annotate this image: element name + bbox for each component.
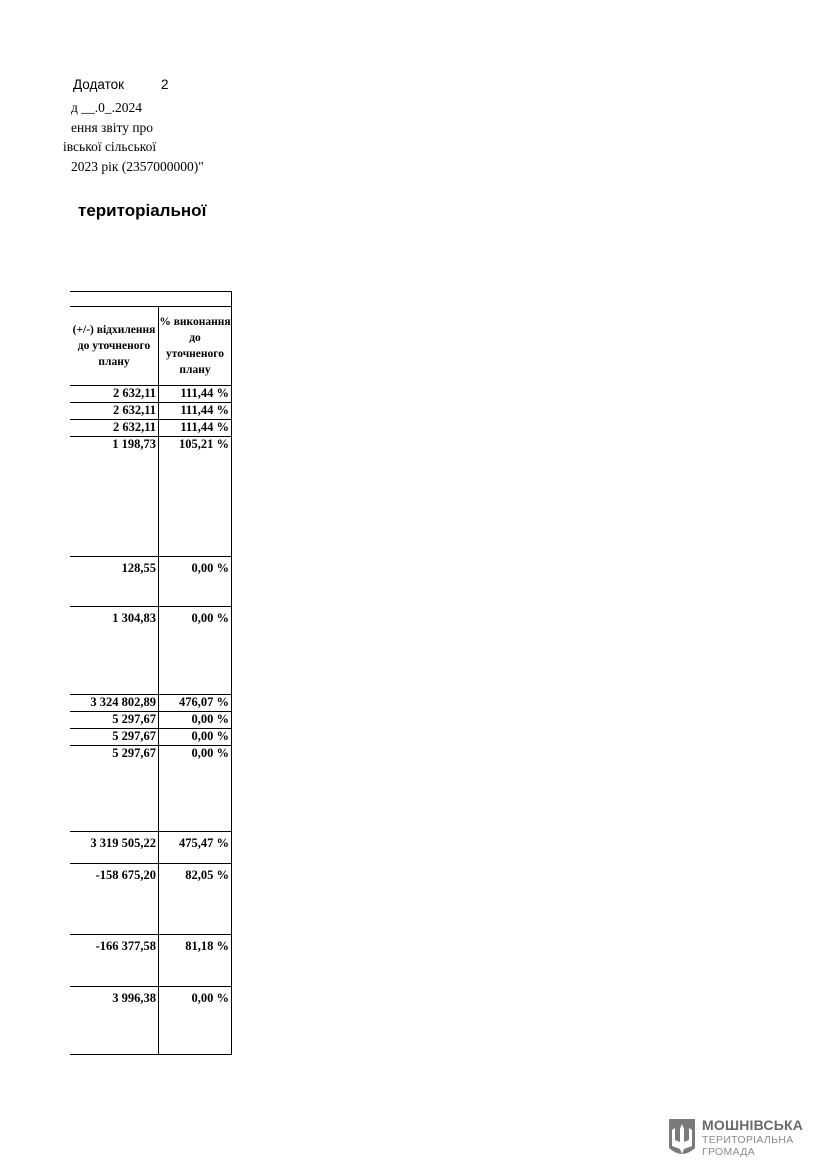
table-row xyxy=(70,729,232,746)
cell-deviation: 1 304,83 xyxy=(70,607,159,695)
cell-percent: 81,18 % xyxy=(159,935,232,987)
cell-percent: 476,07 % xyxy=(159,695,232,712)
table-row xyxy=(70,403,232,420)
cell-percent: 0,00 % xyxy=(159,712,232,729)
table-row xyxy=(70,746,232,832)
table-row xyxy=(70,832,232,864)
budget-table xyxy=(70,291,232,1055)
table-row xyxy=(70,695,232,712)
logo-line-3: ГРОМАДА xyxy=(702,1146,755,1158)
cell-percent: 0,00 % xyxy=(159,607,232,695)
table-row xyxy=(70,864,232,935)
annex-label xyxy=(73,77,124,92)
annex-label-text: Додаток xyxy=(73,77,125,92)
table-row xyxy=(70,420,232,437)
cell-deviation: -158 675,20 xyxy=(70,864,159,935)
table-header-row xyxy=(70,307,232,386)
trident-emblem-icon xyxy=(666,1116,698,1160)
table-row xyxy=(70,437,232,557)
cell-percent: 82,05 % xyxy=(159,864,232,935)
cell-deviation: 3 324 802,89 xyxy=(70,695,159,712)
cell-deviation: 5 297,67 xyxy=(70,746,159,832)
cell-deviation: 3 996,38 xyxy=(70,987,159,1055)
table-top-row xyxy=(70,292,232,307)
cell-percent: 0,00 % xyxy=(159,557,232,607)
cell-percent: 105,21 % xyxy=(159,437,232,557)
column-header-deviation: (+/-) відхилення до уточненого плану xyxy=(70,307,159,386)
cell-percent: 475,47 % xyxy=(159,832,232,864)
annex-number: 2 xyxy=(161,77,169,92)
cell-deviation: -166 377,58 xyxy=(70,935,159,987)
cell-percent: 0,00 % xyxy=(159,746,232,832)
column-header-percent: % виконання до уточненого плану xyxy=(159,307,232,386)
header-date-line: д __.0_.2024 xyxy=(71,100,142,115)
cell-deviation: 5 297,67 xyxy=(70,712,159,729)
table-row xyxy=(70,987,232,1055)
table-row xyxy=(70,557,232,607)
header-report-line: ення звіту про xyxy=(71,120,154,135)
cell-deviation: 128,55 xyxy=(70,557,159,607)
cell-deviation: 2 632,11 xyxy=(70,420,159,437)
cell-deviation: 1 198,73 xyxy=(70,437,159,557)
cell-deviation: 3 319 505,22 xyxy=(70,832,159,864)
cell-deviation: 5 297,67 xyxy=(70,729,159,746)
cell-percent: 111,44 % xyxy=(159,386,232,403)
table-row xyxy=(70,712,232,729)
header-council-line: івської сільської xyxy=(63,139,157,154)
logo-line-2: ТЕРИТОРІАЛЬНА xyxy=(702,1134,794,1146)
header-year-line: 2023 рік (2357000000)" xyxy=(71,159,204,174)
cell-deviation: 2 632,11 xyxy=(70,403,159,420)
table-row xyxy=(70,935,232,987)
table-row xyxy=(70,607,232,695)
table-row xyxy=(70,386,232,403)
page-title: територіальної xyxy=(78,201,207,220)
cell-deviation: 2 632,11 xyxy=(70,386,159,403)
cell-percent: 111,44 % xyxy=(159,420,232,437)
community-logo xyxy=(666,1116,806,1160)
cell-percent: 0,00 % xyxy=(159,987,232,1055)
cell-percent: 111,44 % xyxy=(159,403,232,420)
cell-percent: 0,00 % xyxy=(159,729,232,746)
logo-name: МОШНІВСЬКА xyxy=(702,1117,804,1133)
